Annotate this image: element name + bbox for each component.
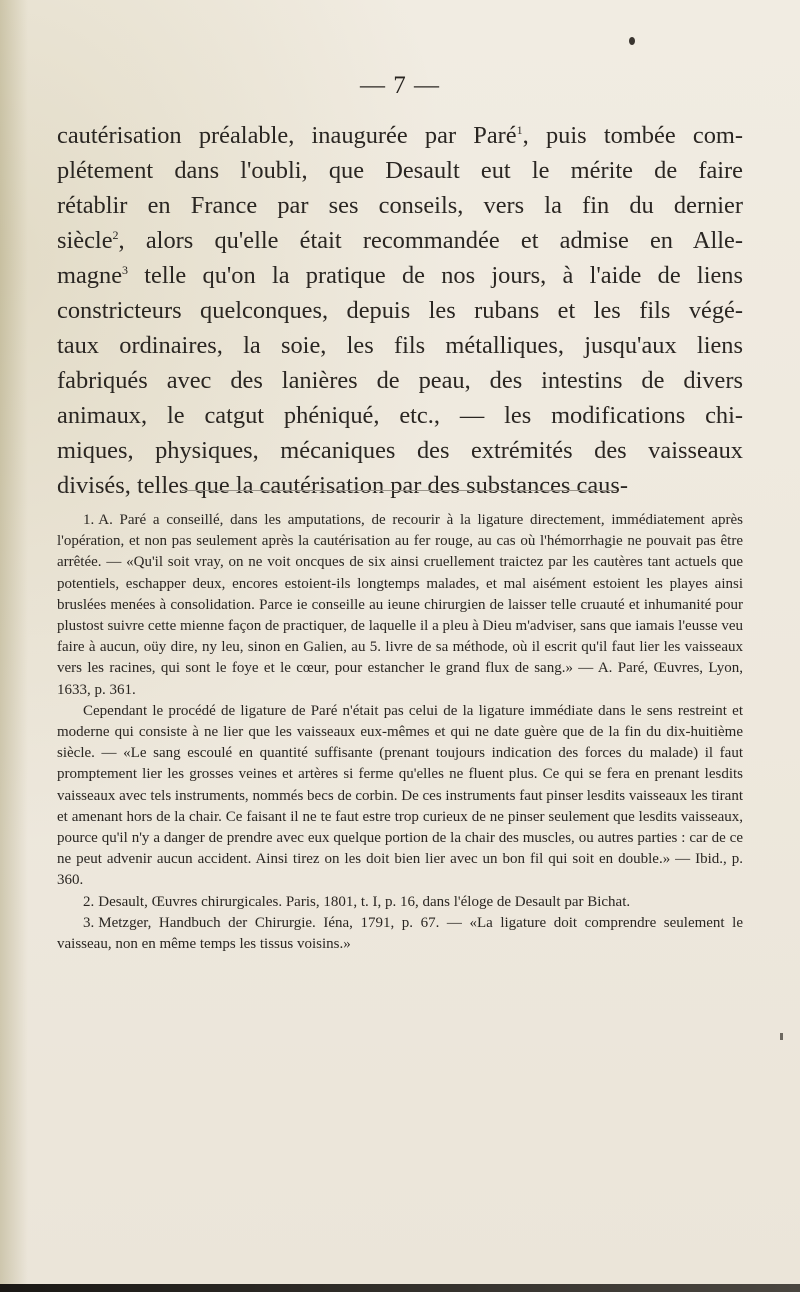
body-line: taux ordinaires, la soie, les fils métalliques, jusqu'aux liens bbox=[57, 332, 743, 359]
footnote-ref[interactable]: 1 bbox=[516, 123, 523, 137]
body-line: rétablir en France par ses conseils, vers la fin du dernier bbox=[57, 192, 743, 219]
main-paragraph bbox=[57, 118, 743, 503]
body-line: cautérisation préalable, inaugurée par Paré$^1$, puis tombée com- bbox=[57, 122, 743, 149]
footnote-1-continued bbox=[57, 701, 743, 892]
footnote-text: A. Paré a conseillé, dans les amputations, de recourir à la ligature directement, immédiatement après l'opération, et non pas seulement après la cautérisation au fer rouge, au cas où l'hémorrhagie ne pouvait pas être arrêtée. — «Qu'il soit vray, on ne voit oncques de six ainsi cruellement traictez par les cautères tant actuels que potentiels, eschapper deux, encores estoient-ils longtemps malades, et mal aisément estoient les playes ainsi bruslées menées à consolidation. Parce ie conseille au ieune chirurgien de laisser telle cruauté et inhumanité pour plustost suivre cette mienne façon de practiquer, de laquelle il a pleu à Dieu m'adviser, sans que iamais l'eusse veu faire à aucun, oüy dire, ny leu, sinon en Galien, au 5. livre de sa méthode, où il escrit qu'il faut lier les vaisseaux vers les racines, qui sont le foye et le cœur, pour estancher le grand flux de sang.» — A. Paré, Œuvres, Lyon, 1633, p. 361. bbox=[57, 512, 743, 698]
footnote-text: Cependant le procédé de ligature de Paré n'était pas celui de la ligature immédiate dans le sens restreint et moderne qui consiste à ne lier que les vaisseaux eux-mêmes et qui ne date guère que de la fin du dix-huitième siècle. — «Le sang escoulé en quantité suffisante (prenant toujours indication des forces du malade) il faut promptement lier les grosses veines et artères si ferme qu'elles ne fluent plus. Ce qui se fera en prenant lesdits vaisseaux avec tels instruments, nommés becs de corbin. De ces instruments faut pinser lesdits vaisseaux les tirant et amenant hors de la chair. Ce faisant il ne te faut estre trop curieux de ne pinser seulement que lesdits vaisseaux, pource qu'il n'y a danger de prendre avec eux quelque portion de la chair des muscles, ou autres parties : car de ce ne peut advenir aucun accident. Ainsi tirez on les doit bien lier avec un bon fil qui soit en double.» — Ibid., p. 360. bbox=[57, 702, 743, 889]
body-line: constricteurs quelconques, depuis les rubans et les fils végé- bbox=[57, 297, 743, 324]
footnote-2 bbox=[57, 892, 743, 913]
body-line: magne$^3$ telle qu'on la pratique de nos jours, à l'aide de liens bbox=[57, 262, 743, 289]
body-line: miques, physiques, mécaniques des extrémités des vaisseaux bbox=[57, 437, 743, 464]
footnote-separator bbox=[182, 490, 617, 491]
body-line: fabriqués avec des lanières de peau, des intestins de divers bbox=[57, 367, 743, 394]
edge-mark bbox=[780, 1033, 783, 1040]
footnote-number: 2. bbox=[83, 893, 95, 910]
binding-shadow bbox=[0, 0, 28, 1292]
page-number: — 7 — bbox=[360, 72, 440, 99]
footnote-1 bbox=[57, 510, 743, 701]
body-line: siècle$^2$, alors qu'elle était recommandée et admise en Alle- bbox=[57, 227, 743, 254]
body-line: plétement dans l'oubli, que Desault eut le mérite de faire bbox=[57, 157, 743, 184]
body-line: animaux, le catgut phéniqué, etc., — les modifications chi- bbox=[57, 402, 743, 429]
footnote-ref[interactable]: 3 bbox=[122, 263, 129, 277]
footnote-3 bbox=[57, 913, 743, 955]
ink-dot bbox=[629, 37, 635, 45]
footnote-text: Metzger, Handbuch der Chirurgie. Iéna, 1791, p. 67. — «La ligature doit comprendre seulement le vaisseau, non en même temps les tissus voisins.» bbox=[57, 914, 743, 953]
footnote-text: Desault, Œuvres chirurgicales. Paris, 1801, t. I, p. 16, dans l'éloge de Desault par Bichat. bbox=[98, 893, 631, 910]
scan-bottom-edge bbox=[0, 1284, 800, 1292]
footnote-number: 1. bbox=[83, 512, 95, 528]
footnotes bbox=[57, 510, 743, 955]
footnote-number: 3. bbox=[83, 914, 95, 931]
body-line: divisés, telles que la cautérisation par des substances caus- bbox=[57, 472, 628, 499]
footnote-ref[interactable]: 2 bbox=[112, 228, 119, 242]
